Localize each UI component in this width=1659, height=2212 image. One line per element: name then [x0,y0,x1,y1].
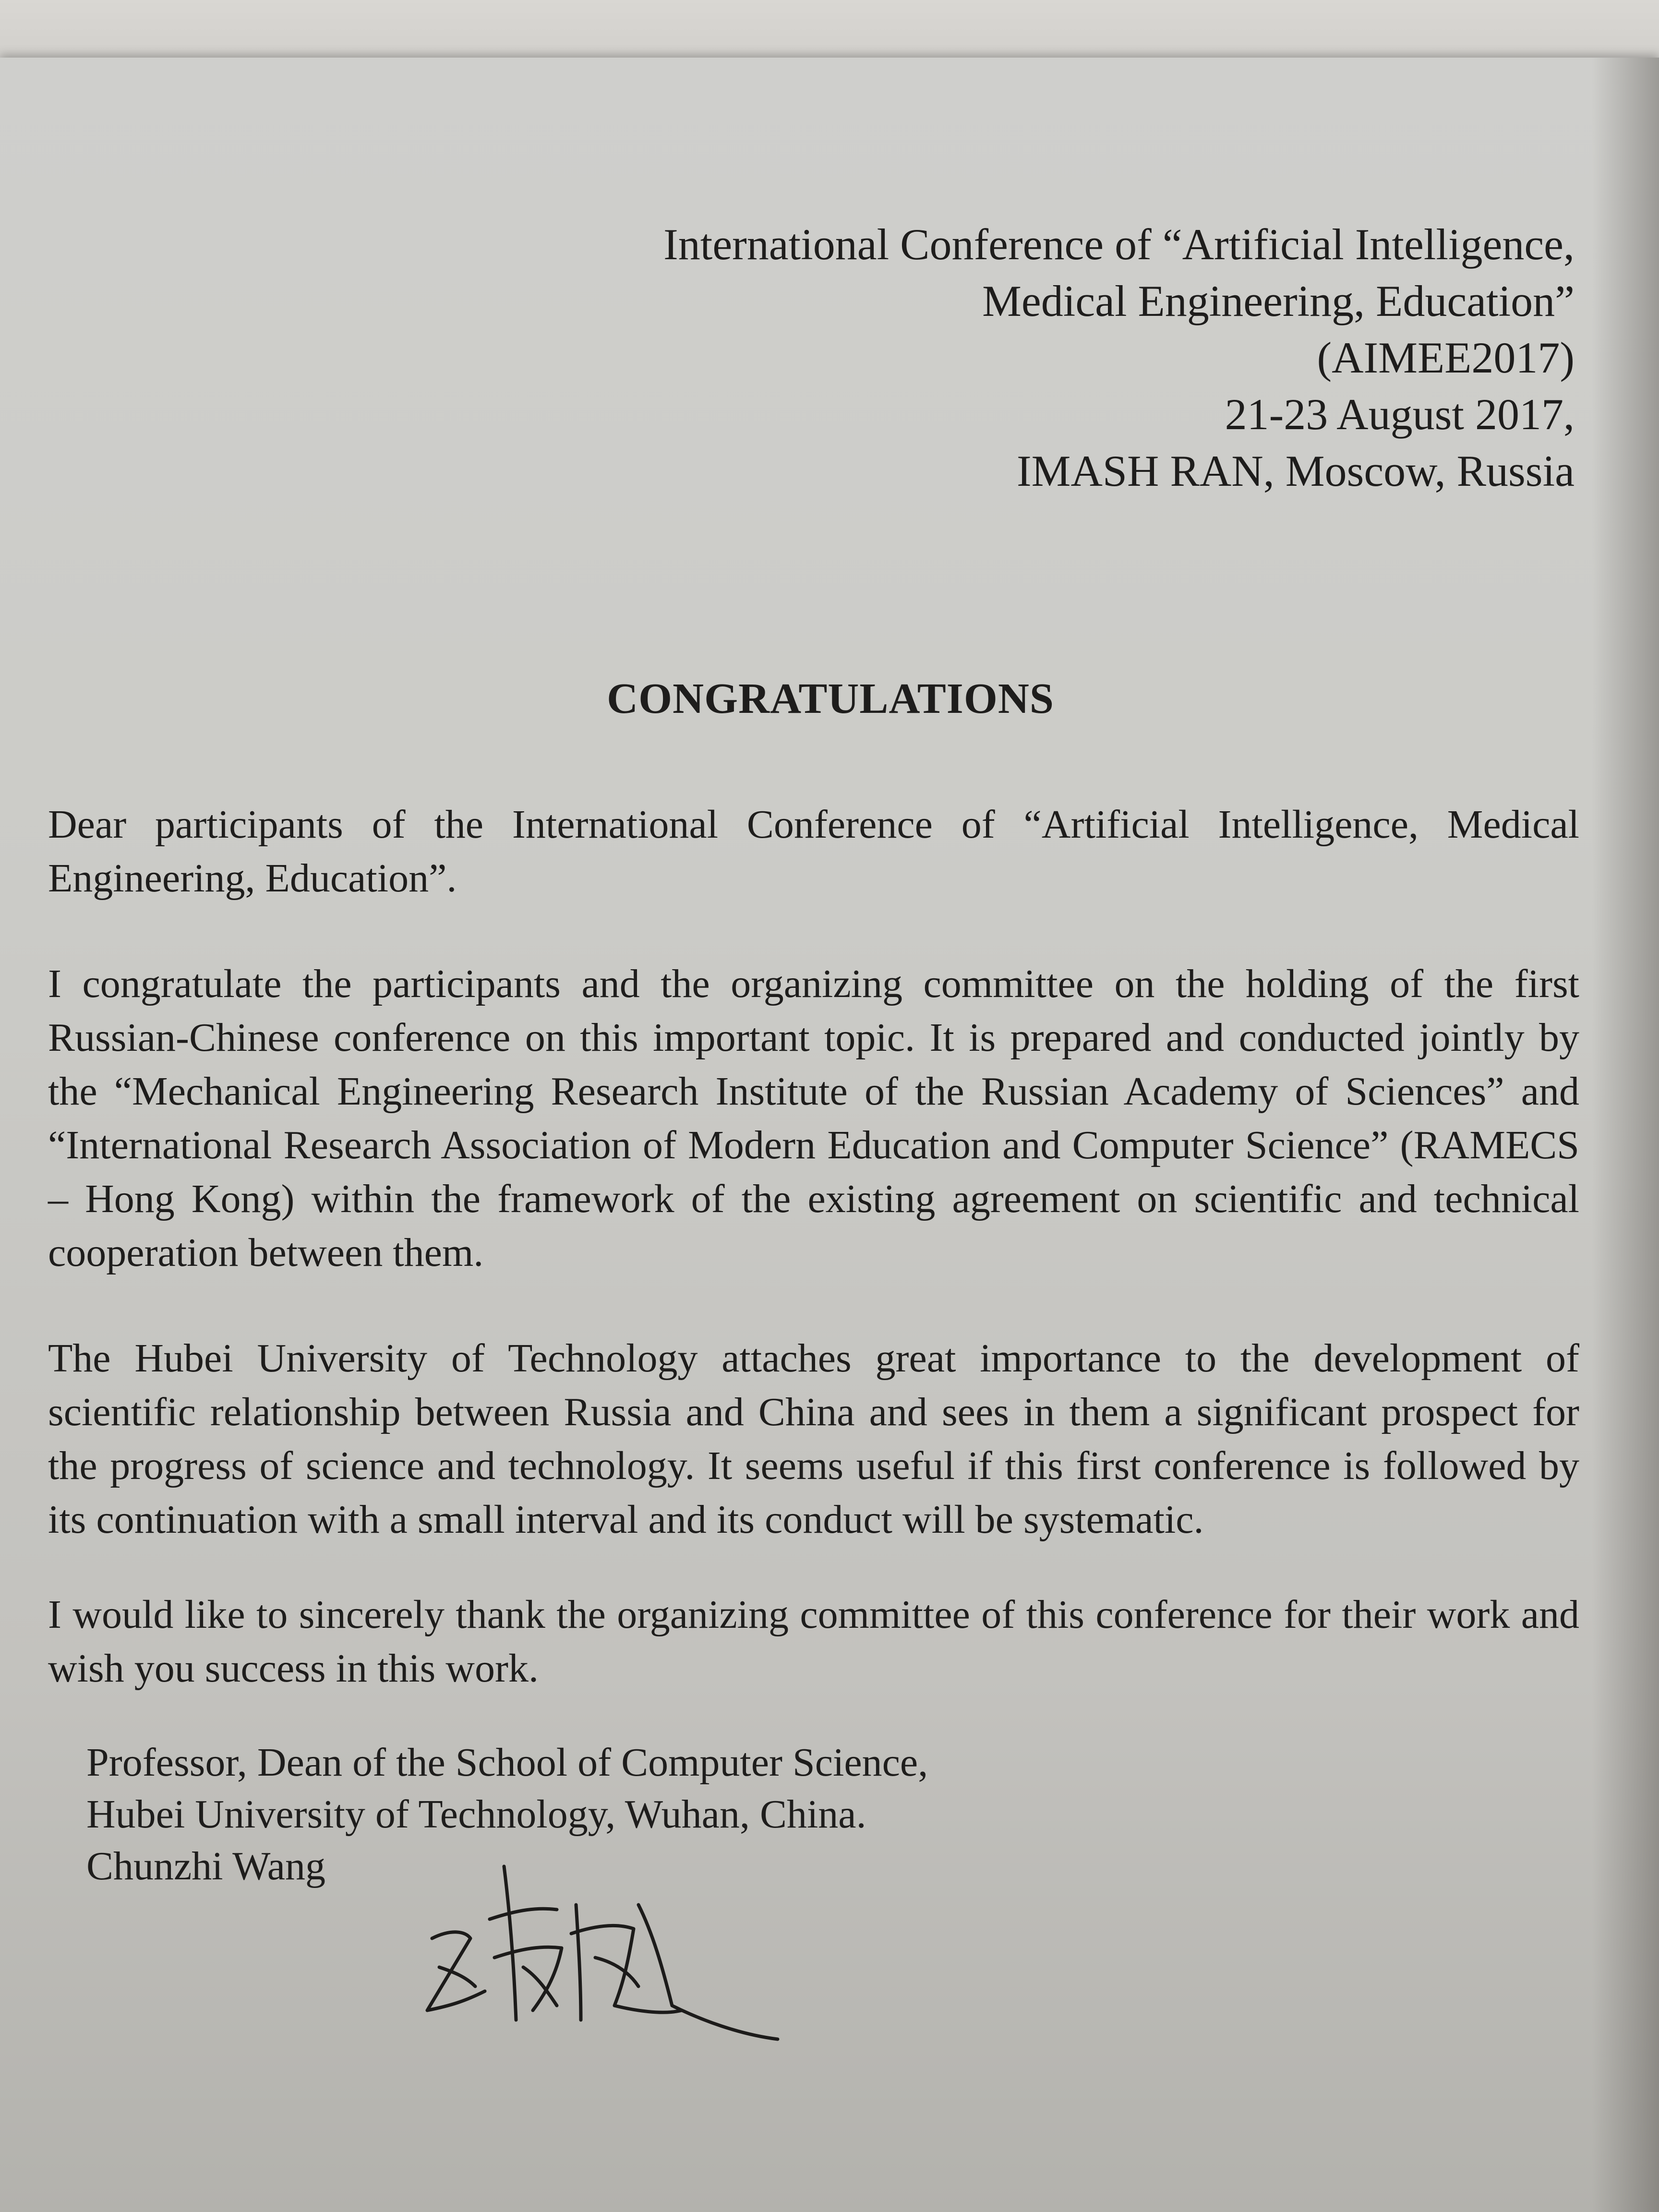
header-line-1: International Conference of “Artificial Intelligence, [663,220,1575,269]
signature-name-line: Chunzhi Wang [86,1844,325,1888]
conference-header [48,216,1579,499]
signature-scribble-icon [413,1847,797,2049]
paragraph-thanks: I would like to sincerely thank the organizing committee of this conference for their work and wish you success in this work. [48,1592,1579,1691]
paragraph-congratulation: I congratulate the participants and the organizing committee on the holding of the first Russian-Chinese conference on this important topic. It is prepared and conducted jointly by the “Mechanical Engineering Research Institute of the Russian Academy of Sciences” and “International Research Association of Modern Education and Computer Science” (RAMECS – Hong Kong) within the framework of the existing agreement on scientific and technical cooperation between them. [48,962,1579,1275]
letter-title: CONGRATULATIONS [607,675,1054,722]
signature-affiliation-line: Hubei University of Technology, Wuhan, China. [86,1792,866,1837]
letter-content [48,216,1579,1892]
signature-title-line: Professor, Dean of the School of Computer Science, [86,1740,928,1785]
header-line-3: (AIMEE2017) [1317,333,1575,382]
paragraph-importance: The Hubei University of Technology attaches great importance to the development of scientific relationship between Russia and China and sees in them a significant prospect for the progress of science and technology. It seems useful if this first conference is followed by its continuation with a small interval and its conduct will be systematic. [48,1336,1579,1542]
header-line-5: IMASH RAN, Moscow, Russia [1017,446,1575,495]
paragraph-salutation: Dear participants of the International Conference of “Artificial Intelligence, Medical Engineering, Education”. [48,802,1579,901]
header-line-2: Medical Engineering, Education” [982,276,1575,325]
signature-block [48,1737,1579,1892]
header-line-4: 21-23 August 2017, [1225,390,1575,439]
letter-page [0,58,1659,2212]
